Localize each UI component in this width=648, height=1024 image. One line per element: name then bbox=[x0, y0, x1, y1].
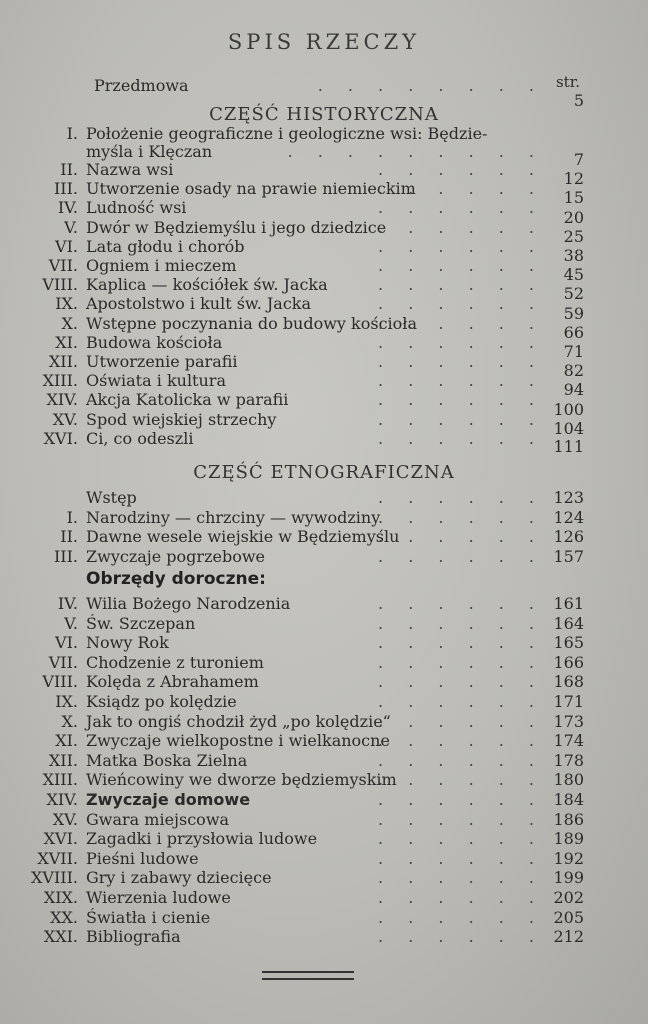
toc-entry bbox=[0, 547, 648, 567]
toc-entry bbox=[0, 527, 648, 547]
entry-label: Położenie geograficzne i geologiczne wsi: Będzie- bbox=[86, 124, 488, 143]
toc-entry bbox=[0, 927, 648, 947]
entry-number: XIII. bbox=[42, 371, 78, 391]
entry-number: IV. bbox=[57, 594, 78, 613]
entry-number: XI. bbox=[55, 332, 78, 352]
entry-label: Ksiądz po kolędzie bbox=[86, 692, 237, 711]
entry-page: 111 bbox=[553, 437, 584, 456]
entry-label: Wilia Bożego Narodzenia bbox=[86, 594, 291, 613]
entry-number: XIII. bbox=[42, 770, 78, 790]
leader-dots: . . . . . . bbox=[378, 507, 544, 527]
entry-page: 71 bbox=[563, 342, 584, 361]
entry-page: 161 bbox=[553, 594, 584, 613]
entry-label: Matka Boska Zielna bbox=[86, 750, 248, 770]
entry-label: Budowa kościoła bbox=[86, 332, 223, 352]
entry-number: XV. bbox=[52, 809, 78, 829]
leader-dots: . . . . . . bbox=[378, 594, 544, 613]
entry-label: Św. Szczepan bbox=[86, 613, 196, 633]
page-title: SPIS RZECZY bbox=[227, 30, 421, 54]
leader-dots: . . . . . . bbox=[378, 217, 544, 237]
entry-number: VII. bbox=[48, 256, 78, 275]
entry-label: Akcja Katolicka w parafii bbox=[86, 390, 289, 410]
toc-entry bbox=[0, 868, 648, 888]
entry-label: Kolęda z Abrahamem bbox=[86, 672, 259, 692]
entry-label: Światła i cienie bbox=[86, 907, 211, 927]
entry-number: V. bbox=[64, 613, 78, 633]
entry-label: Apostolstwo i kult św. Jacka bbox=[86, 294, 312, 314]
entry-page: 5 bbox=[573, 91, 584, 110]
entry-label-continued: myśla i Klęczan bbox=[86, 142, 213, 161]
entry-page: 165 bbox=[553, 633, 584, 653]
leader-dots: . . . . . . bbox=[378, 236, 544, 256]
entry-label: Chodzenie z turoniem bbox=[86, 652, 264, 672]
entry-page: 104 bbox=[553, 418, 584, 438]
leader-dots: . . . . . . bbox=[378, 488, 544, 507]
entry-label: Ogniem i mieczem bbox=[86, 256, 237, 275]
entry-number: IV. bbox=[57, 198, 78, 218]
leader-dots: . . . . . . . . bbox=[317, 76, 544, 95]
entry-label: Pieśni ludowe bbox=[86, 848, 199, 868]
entry-label: Wierzenia ludowe bbox=[86, 888, 231, 907]
toc-entry-last-page bbox=[0, 437, 648, 457]
entry-number: XIX. bbox=[43, 888, 78, 907]
toc-entry bbox=[0, 594, 648, 614]
toc-entry bbox=[0, 633, 648, 653]
entry-label: Ludność wsi bbox=[86, 198, 187, 218]
entry-page: 192 bbox=[553, 848, 584, 868]
entry-number: XI. bbox=[55, 731, 78, 751]
entry-page: 20 bbox=[563, 207, 584, 227]
toc-entry bbox=[0, 653, 648, 673]
entry-page: 174 bbox=[553, 731, 584, 751]
leader-dots: . . . . . . bbox=[378, 790, 544, 809]
entry-number: VI. bbox=[55, 236, 78, 256]
entry-label: Gry i zabawy dziecięce bbox=[86, 868, 272, 888]
entry-page: 15 bbox=[563, 188, 584, 208]
entry-number: XV. bbox=[52, 409, 78, 429]
entry-number: X. bbox=[61, 711, 78, 731]
entry-number: XVIII. bbox=[31, 868, 78, 888]
toc-entry bbox=[0, 124, 648, 144]
leader-dots: . . . . . . bbox=[378, 256, 544, 275]
leader-dots: . . . . . . bbox=[378, 332, 544, 352]
entry-page: 126 bbox=[553, 527, 584, 546]
entry-label: Wieńcowiny we dworze będziemyskim bbox=[86, 770, 397, 790]
entry-number: I. bbox=[66, 124, 78, 143]
leader-dots: . . . . . . bbox=[378, 652, 544, 672]
toc-entry bbox=[0, 712, 648, 732]
entry-label: Przedmowa bbox=[94, 76, 189, 95]
entry-number: V. bbox=[64, 217, 78, 237]
leader-dots: . . . . . . bbox=[378, 848, 544, 868]
entry-page: 202 bbox=[553, 888, 584, 907]
leader-dots: . . . . . . bbox=[378, 927, 544, 947]
entry-number: XVI. bbox=[43, 428, 78, 448]
entry-page: 199 bbox=[553, 868, 584, 888]
entry-label: Dawne wesele wiejskie w Będziemyślu bbox=[86, 527, 400, 546]
leader-dots: . . . . . . bbox=[378, 711, 544, 731]
entry-label: Jak to ongiś chodził żyd „po kolędzie“ bbox=[86, 711, 391, 731]
leader-dots: . . . . . . bbox=[378, 750, 544, 770]
entry-label: Kaplica — kościółek św. Jacka bbox=[86, 275, 328, 295]
entry-page: 45 bbox=[563, 265, 584, 285]
toc-entry bbox=[0, 751, 648, 771]
entry-number: XVII. bbox=[37, 848, 78, 868]
entry-number: VIII. bbox=[42, 672, 78, 692]
entry-number: IX. bbox=[55, 294, 78, 314]
entry-label: Oświata i kultura bbox=[86, 371, 226, 391]
leader-dots: . . . . . . bbox=[378, 160, 544, 179]
entry-label: Wstępne poczynania do budowy kościoła bbox=[86, 313, 418, 333]
entry-page: 124 bbox=[553, 507, 584, 527]
entry-label: Gwara miejscowa bbox=[86, 809, 230, 829]
leader-dots: . . . . . . bbox=[378, 198, 544, 218]
leader-dots: . . . . . . bbox=[378, 907, 544, 927]
leader-dots: . . . . . . bbox=[378, 371, 544, 391]
leader-dots: . . . . . . bbox=[378, 770, 544, 790]
entry-label: Dwór w Będziemyślu i jego dziedzice bbox=[86, 217, 387, 237]
entry-page: 166 bbox=[553, 652, 584, 672]
entry-number: III. bbox=[53, 179, 78, 199]
entry-page: 59 bbox=[563, 303, 584, 323]
leader-dots: . . . . . . bbox=[378, 409, 544, 429]
entry-page: 178 bbox=[553, 750, 584, 770]
leader-dots: . . . . . . bbox=[378, 179, 544, 199]
entry-label: Ci, co odeszli bbox=[86, 428, 194, 448]
entry-label: Nazwa wsi bbox=[86, 160, 174, 179]
entry-page: 123 bbox=[553, 488, 584, 507]
page-column-label: str. bbox=[555, 73, 580, 91]
entry-page: 189 bbox=[553, 829, 584, 849]
leader-dots: . . . . . . bbox=[378, 692, 544, 711]
entry-label: Bibliografia bbox=[86, 927, 181, 947]
toc-entry bbox=[0, 908, 648, 928]
entry-label: Utworzenie osady na prawie niemieckim bbox=[86, 179, 416, 199]
entry-label: Spod wiejskiej strzechy bbox=[86, 409, 277, 429]
entry-page: 186 bbox=[553, 809, 584, 829]
leader-dots: . . . . . . bbox=[378, 313, 544, 333]
entry-page: 82 bbox=[563, 361, 584, 381]
leader-dots: . . . . . . bbox=[378, 428, 544, 448]
entry-page: 7 bbox=[573, 150, 584, 169]
toc-entry bbox=[0, 508, 648, 528]
toc-entry bbox=[0, 790, 648, 810]
toc-entry bbox=[0, 849, 648, 869]
entry-page: 173 bbox=[553, 711, 584, 731]
entry-page: 12 bbox=[563, 169, 584, 189]
entry-label: Narodziny — chrzciny — wywodziny bbox=[86, 507, 381, 527]
leader-dots: . . . . . . . . . bbox=[287, 142, 544, 161]
entry-label: Zagadki i przysłowia ludowe bbox=[86, 829, 318, 849]
toc-entry bbox=[0, 692, 648, 712]
leader-dots: . . . . . . bbox=[378, 633, 544, 653]
leader-dots: . . . . . . bbox=[378, 829, 544, 849]
leader-dots: . . . . . . bbox=[378, 275, 544, 295]
leader-dots: . . . . . . bbox=[378, 731, 544, 751]
entry-number: VII. bbox=[48, 652, 78, 672]
entry-page: 38 bbox=[563, 246, 584, 265]
entry-label: Utworzenie parafii bbox=[86, 352, 238, 371]
entry-page: 205 bbox=[553, 907, 584, 927]
toc-entry bbox=[0, 672, 648, 692]
leader-dots: . . . . . . bbox=[378, 352, 544, 371]
entry-page: 164 bbox=[553, 613, 584, 633]
entry-page: 168 bbox=[553, 672, 584, 692]
toc-entry bbox=[0, 829, 648, 849]
entry-label: Zwyczaje domowe bbox=[86, 790, 251, 809]
entry-number: II. bbox=[60, 527, 78, 546]
section-ethnographic-heading: CZĘŚĆ ETNOGRAFICZNA bbox=[193, 462, 455, 483]
leader-dots: . . . . . . bbox=[378, 888, 544, 907]
entry-number: VI. bbox=[55, 633, 78, 653]
entry-number: XX. bbox=[50, 907, 78, 927]
toc-entry bbox=[0, 488, 648, 508]
divider-rule bbox=[262, 971, 354, 973]
entry-number: XIV. bbox=[46, 790, 78, 809]
entry-number: XII. bbox=[48, 750, 78, 770]
entry-number: XVI. bbox=[43, 829, 78, 849]
entry-page: 212 bbox=[553, 927, 584, 947]
entry-page: 180 bbox=[553, 770, 584, 790]
leader-dots: . . . . . . bbox=[378, 809, 544, 829]
entry-label: Nowy Rok bbox=[86, 633, 169, 653]
toc-entry bbox=[0, 810, 648, 830]
entry-label: Wstęp bbox=[86, 488, 137, 507]
leader-dots: . . . . . . bbox=[378, 613, 544, 633]
leader-dots: . . . . . . bbox=[378, 294, 544, 314]
sub-heading: Obrzędy doroczne: bbox=[86, 569, 266, 589]
entry-page: 94 bbox=[563, 380, 584, 400]
entry-number: X. bbox=[61, 313, 78, 333]
leader-dots: . . . . . . bbox=[378, 527, 544, 546]
entry-number: XII. bbox=[48, 352, 78, 371]
divider-rule bbox=[262, 978, 354, 980]
entry-page: 25 bbox=[563, 226, 584, 246]
toc-entry bbox=[0, 614, 648, 634]
leader-dots: . . . . . . bbox=[378, 868, 544, 888]
entry-page: 66 bbox=[563, 322, 584, 342]
entry-number: VIII. bbox=[42, 275, 78, 295]
entry-label: Zwyczaje wielkopostne i wielkanocne bbox=[86, 731, 390, 751]
entry-page: 184 bbox=[553, 790, 584, 809]
toc-entry bbox=[0, 770, 648, 790]
leader-dots: . . . . . . bbox=[378, 390, 544, 410]
toc-entry bbox=[0, 731, 648, 751]
section-historical-heading: CZĘŚĆ HISTORYCZNA bbox=[209, 104, 439, 125]
toc-entry bbox=[0, 888, 648, 908]
entry-number: XXI. bbox=[43, 927, 78, 947]
entry-number: III. bbox=[53, 546, 78, 566]
entry-number: IX. bbox=[55, 692, 78, 711]
entry-label: Zwyczaje pogrzebowe bbox=[86, 546, 265, 566]
entry-page: 157 bbox=[553, 546, 584, 566]
entry-page: 100 bbox=[553, 399, 584, 419]
entry-page: 171 bbox=[553, 692, 584, 711]
entry-number: XIV. bbox=[46, 390, 78, 410]
entry-number: I. bbox=[66, 507, 78, 527]
leader-dots: . . . . . . bbox=[378, 672, 544, 692]
entry-label: Lata głodu i chorób bbox=[86, 236, 245, 256]
entry-number: II. bbox=[60, 160, 78, 179]
leader-dots: . . . . . . bbox=[378, 546, 544, 566]
entry-page: 52 bbox=[563, 284, 584, 304]
